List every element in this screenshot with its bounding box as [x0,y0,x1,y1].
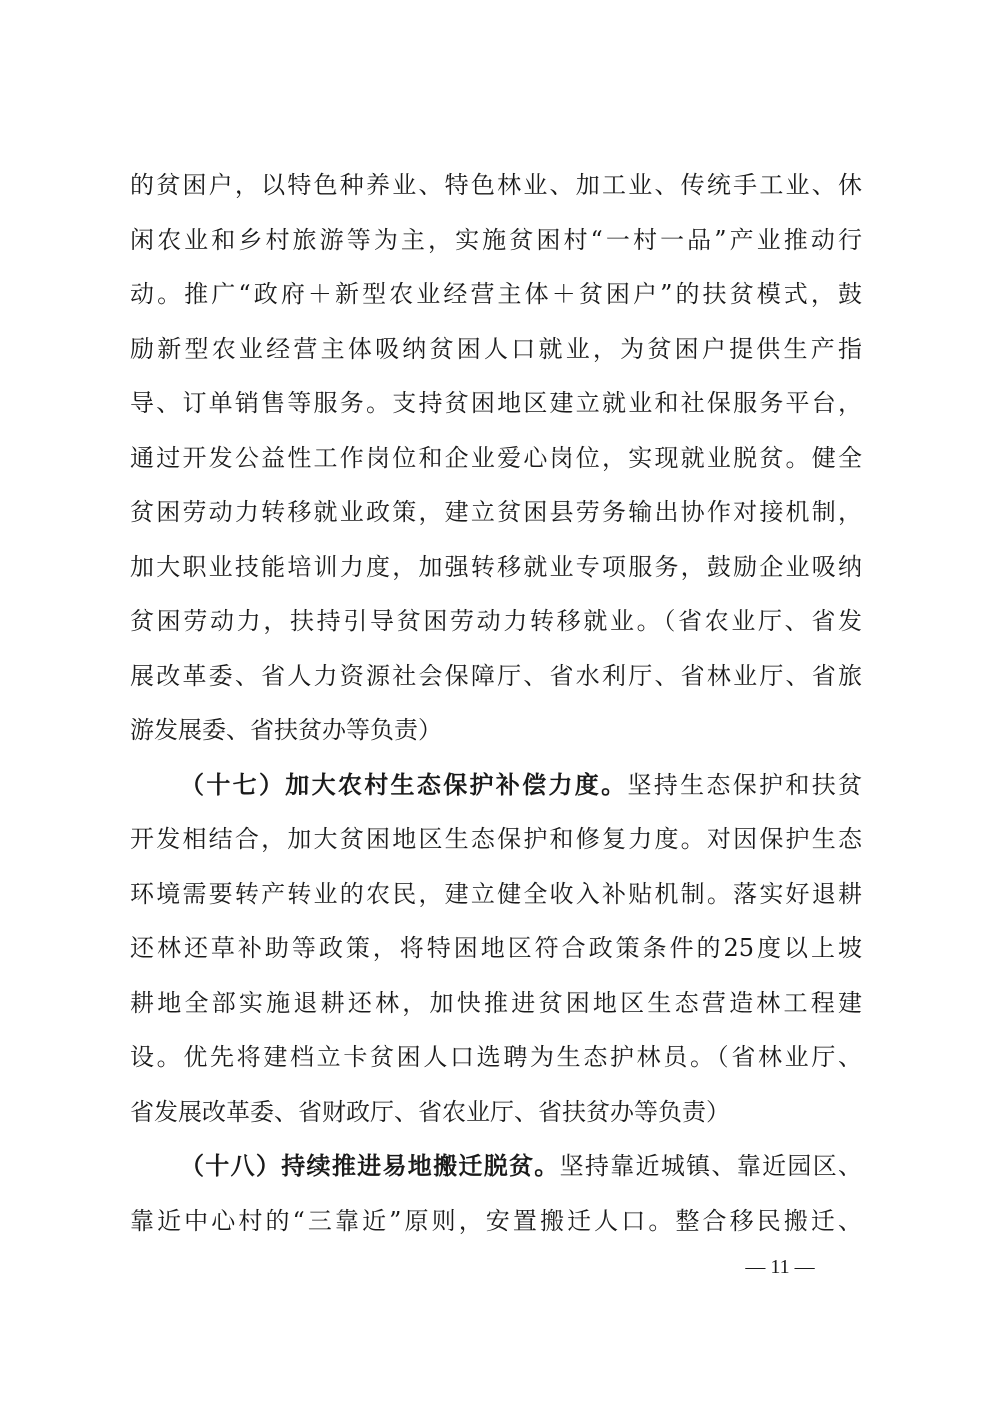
text-line: 励新型农业经营主体吸纳贫困人口就业，为贫困户提供生产指 [130,334,862,363]
text-line: 还林还草补助等政策，将特困地区符合政策条件的25度以上坡 [130,934,862,962]
text-line: 展改革委、省人力资源社会保障厅、省水利厅、省林业厅、省旅 [130,661,862,690]
paragraph-3 [130,1139,862,1248]
text-line: 的贫困户，以特色种养业、特色林业、加工业、传统手工业、休 [130,171,862,199]
text-line: 动。推广“政府＋新型农业经营主体＋贫困户”的扶贫模式，鼓 [130,280,862,308]
text-line: 靠近中心村的“三靠近”原则，安置搬迁人口。整合移民搬迁、 [130,1206,862,1235]
paragraph-2 [130,758,862,1140]
text-line: 设。优先将建档立卡贫困人口选聘为生态护林员。（省林业厅、 [130,1043,862,1071]
text-line: 耕地全部实施退耕还林，加快推进贫困地区生态营造林工程建 [130,988,862,1017]
text-line: 闲农业和乡村旅游等为主，实施贫困村“一村一品”产业推动行 [130,225,862,254]
text-line: 贫困劳动力转移就业政策，建立贫困县劳务输出协作对接机制， [130,498,862,526]
text-line: 开发相结合，加大贫困地区生态保护和修复力度。对因保护生态 [130,825,862,853]
page-number: — 11 — [745,1256,815,1278]
paragraph-1 [130,158,862,758]
text-line: 加大职业技能培训力度，加强转移就业专项服务，鼓励企业吸纳 [130,552,862,581]
text-line: 通过开发公益性工作岗位和企业爱心岗位，实现就业脱贫。健全 [130,443,862,472]
heading-line-rest: 坚持靠近城镇、靠近园区、 [559,1152,862,1180]
section-heading-line [130,1139,862,1194]
section-heading-line [130,758,862,813]
text-line: 导、订单销售等服务。支持贫困地区建立就业和社保服务平台， [130,389,862,417]
section-heading: （十七）加大农村生态保护补偿力度。 [180,769,628,799]
text-line: 游发展委、省扶贫办等负责） [130,716,442,744]
text-line: 省发展改革委、省财政厅、省农业厅、省扶贫办等负责） [130,1097,730,1126]
text-line: 环境需要转产转业的农民，建立健全收入补贴机制。落实好退耕 [130,879,862,908]
section-heading: （十八）持续推进易地搬迁脱贫。 [180,1151,560,1180]
body-text [130,158,862,1248]
heading-line-rest: 坚持生态保护和扶贫 [627,770,862,799]
text-line: 贫困劳动力，扶持引导贫困劳动力转移就业。（省农业厅、省发 [130,607,862,635]
